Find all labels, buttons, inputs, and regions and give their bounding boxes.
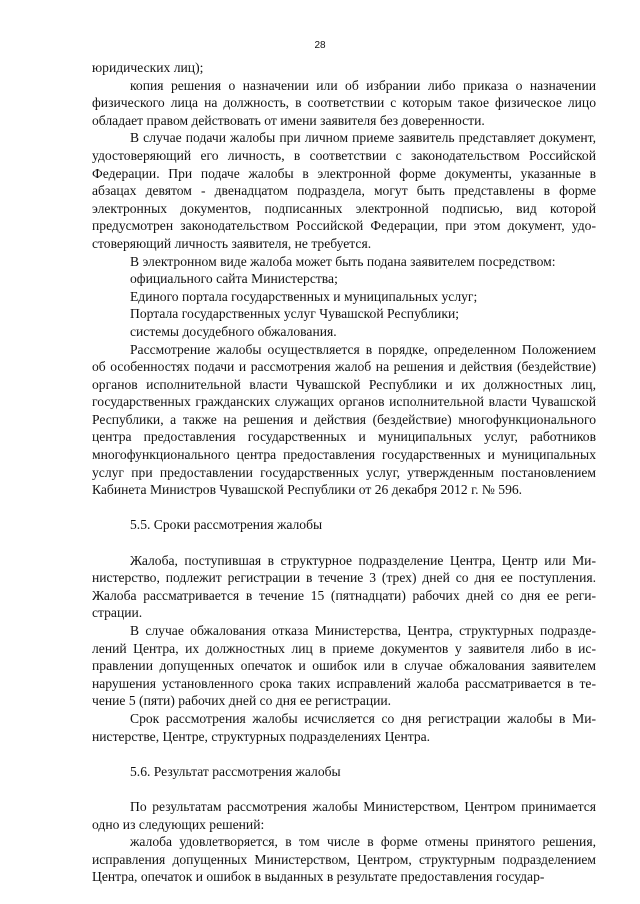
document-body [92, 59, 596, 886]
section-heading: 5.6. Результат рассмотрения жалобы [130, 763, 341, 779]
list-item: Единого портала государственных и муниципальных услуг; [130, 288, 478, 304]
list-item: официального сайта Министерства; [130, 271, 338, 287]
paragraph: В случае подачи жалобы при личном приеме заявитель представляет документ, удостоверяющий его личность, в соответствии с законодательством Российской Федерации. При подаче жалобы в электронной форме документы, указанные в абзацах девятом - двенадцатом подраздела, могут быть представлены в форме электронных документов, подписанных электронной подписью, вид которой предусмотрен законодательством Российской Федерации, при этом документ, удостоверяющий личность заявителя, не требуется. [92, 130, 596, 251]
list-item: системы досудебного обжалования. [130, 323, 337, 339]
page-number: 28 [314, 40, 326, 51]
paragraph: В случае обжалования отказа Министерства, Центра, структурных подразделений Центра, их должностных лиц в приеме документов у заявителя либо в исправлении допущенных опечаток и ошибок или в случае обжалования заявителем нарушения установленного срока таких исправлений жалоба рассматривается в течение 5 (пяти) рабочих дней со дня ее регистрации. [92, 623, 596, 709]
paragraph: жалоба удовлетворяется, в том числе в форме отмены принятого решения, исправления допущенных Министерством, Центром, структурным подразделением Центра, опечаток и ошибок в выданных в результате предоставления государ- [92, 834, 596, 885]
paragraph: Срок рассмотрения жалобы исчисляется со дня регистрации жалобы в Министерстве, Центре, структурных подразделениях Центра. [92, 710, 596, 744]
paragraph: Рассмотрение жалобы осуществляется в порядке, определенном Положением об особенностях подачи и рассмотрения жалоб на решения и действия (бездействие) органов исполнительной власти Чувашской Республики и их должностных лиц, государственных гражданских служащих органов исполнительной власти Чувашской Республики, а также на решения и действия (бездействие) многофункционального центра предоставления государственных и муниципальных услуг, работников многофункционального центра предоставления государственных и муниципальных услуг при предоставлении государственных услуг, утвержденным постановлением Кабинета Министров Чувашской Республики от 26 декабря 2012 г. № 596. [92, 341, 596, 498]
paragraph: По результатам рассмотрения жалобы Министерством, Центром принимается одно из следующих решений: [92, 798, 596, 832]
paragraph: копия решения о назначении или об избрании либо приказа о назначении физического лица на должность, в соответствии с которым такое физическое лицо обладает правом действовать от имени заявителя без доверенности. [92, 77, 596, 128]
paragraph: В электронном виде жалоба может быть подана заявителем посредством: [130, 253, 556, 269]
list-item: Портала государственных услуг Чувашской Республики; [130, 306, 459, 322]
paragraph: юридических лиц); [92, 60, 204, 75]
paragraph: Жалоба, поступившая в структурное подразделение Центра, Центр или Министерство, подлежит регистрации в течение 3 (трех) дней со дня ее поступления. Жалоба рассматривается в течение 15 (пятнадцати) рабочих дней со дня ее регистрации. [92, 552, 596, 621]
section-heading: 5.5. Сроки рассмотрения жалобы [130, 517, 323, 533]
